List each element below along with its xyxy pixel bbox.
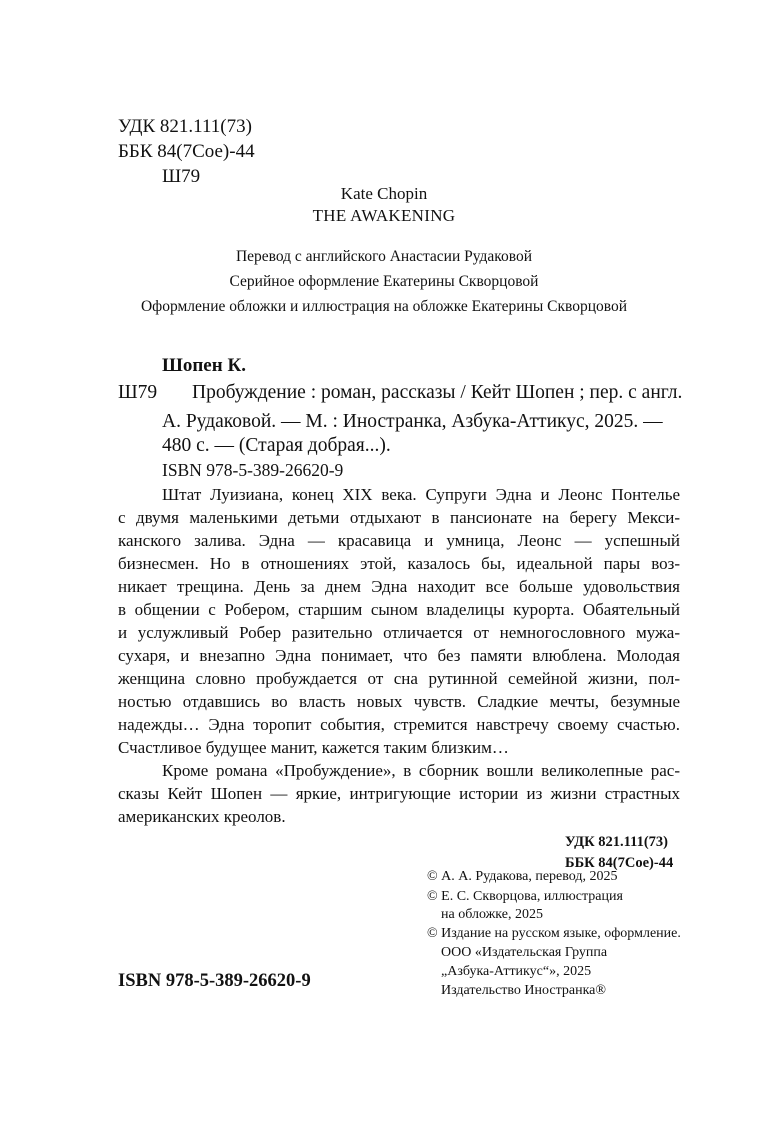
- copyright-line: ООО «Издательская Группа: [441, 945, 608, 960]
- udk-code: УДК 821.111(73): [118, 116, 252, 137]
- annotation-line: бизнесмен. Но в отношениях этой, казалось бы, идеальной пары воз-: [118, 554, 680, 573]
- annotation-line: сухаря, и внезапно Эдна понимает, что без памяти влюблена. Молодая: [118, 646, 680, 665]
- copyright-line: „Азбука-Аттикус“», 2025: [441, 964, 592, 979]
- copyright-line: Издательство Иностранка®: [441, 983, 607, 998]
- annotation-line: Штат Луизиана, конец XIX века. Супруги Эдна и Леонс Понтелье: [162, 485, 680, 504]
- entry-line-2: А. Рудаковой. — М. : Иностранка, Азбука-Аттикус, 2025. —: [162, 411, 663, 432]
- annotation-line: ностью отдавшись во власть новых чувств. Сладкие мечты, безумные: [118, 692, 680, 711]
- annotation-line: надежды… Эдна торопит события, стремится навстречу своему счастью.: [118, 715, 680, 734]
- copyright-line: © Издание на русском языке, оформление.: [427, 926, 681, 941]
- entry-heading: Шопен К.: [162, 355, 246, 376]
- credit-series-design: Серийное оформление Екатерины Скворцовой: [229, 273, 539, 290]
- annotation-line: с двумя маленькими детьми отдыхают в пансионате на берегу Мекси-: [118, 508, 680, 527]
- bbk-code-bottom: ББК 84(7Сое)-44: [565, 855, 674, 871]
- annotation-line: и услужливый Робер разительно отличается от немногословного мужа-: [118, 623, 680, 642]
- annotation-line: в общении с Робером, старшим сыном владелицы курорта. Обаятельный: [118, 600, 680, 619]
- credit-cover-design: Оформление обложки и иллюстрация на обложке Екатерины Скворцовой: [140, 298, 628, 315]
- annotation-line: канского залива. Эдна — красавица и умница, Леонс — успешный: [118, 531, 680, 550]
- annotation-line: Кроме романа «Пробуждение», в сборник вошли великолепные рас-: [162, 761, 680, 780]
- entry-mark: Ш79: [118, 382, 158, 403]
- annotation-line: Счастливое будущее манит, кажется таким близким…: [118, 738, 509, 757]
- bbk-code: ББК 84(7Сое)-44: [118, 141, 255, 162]
- copyright-line: на обложке, 2025: [441, 907, 543, 922]
- original-title: THE AWAKENING: [312, 206, 456, 225]
- author-mark: Ш79: [162, 166, 201, 187]
- original-author: Kate Chopin: [340, 184, 428, 203]
- isbn-bottom: ISBN 978-5-389-26620-9: [118, 971, 311, 991]
- entry-isbn: ISBN 978-5-389-26620-9: [162, 460, 344, 480]
- entry-line-3: 480 с. — (Старая добрая...).: [162, 435, 391, 456]
- annotation-line: женщина словно пробуждается от сна рутинной семейной жизни, пол-: [118, 669, 680, 688]
- annotation-line: сказы Кейт Шопен — яркие, интригующие истории из жизни страстных: [118, 784, 680, 803]
- copyright-line: © Е. С. Скворцова, иллюстрация: [427, 889, 623, 904]
- entry-line-1: Пробуждение : роман, рассказы / Кейт Шопен ; пер. с англ.: [192, 382, 683, 403]
- annotation-line: американских креолов.: [118, 807, 286, 826]
- annotation-line: никает трещина. День за днем Эдна находит все больше удовольствия: [118, 577, 680, 596]
- udk-code-bottom: УДК 821.111(73): [565, 834, 668, 850]
- credit-translator: Перевод с английского Анастасии Рудаковой: [235, 248, 533, 265]
- copyright-line: © А. А. Рудакова, перевод, 2025: [427, 869, 618, 884]
